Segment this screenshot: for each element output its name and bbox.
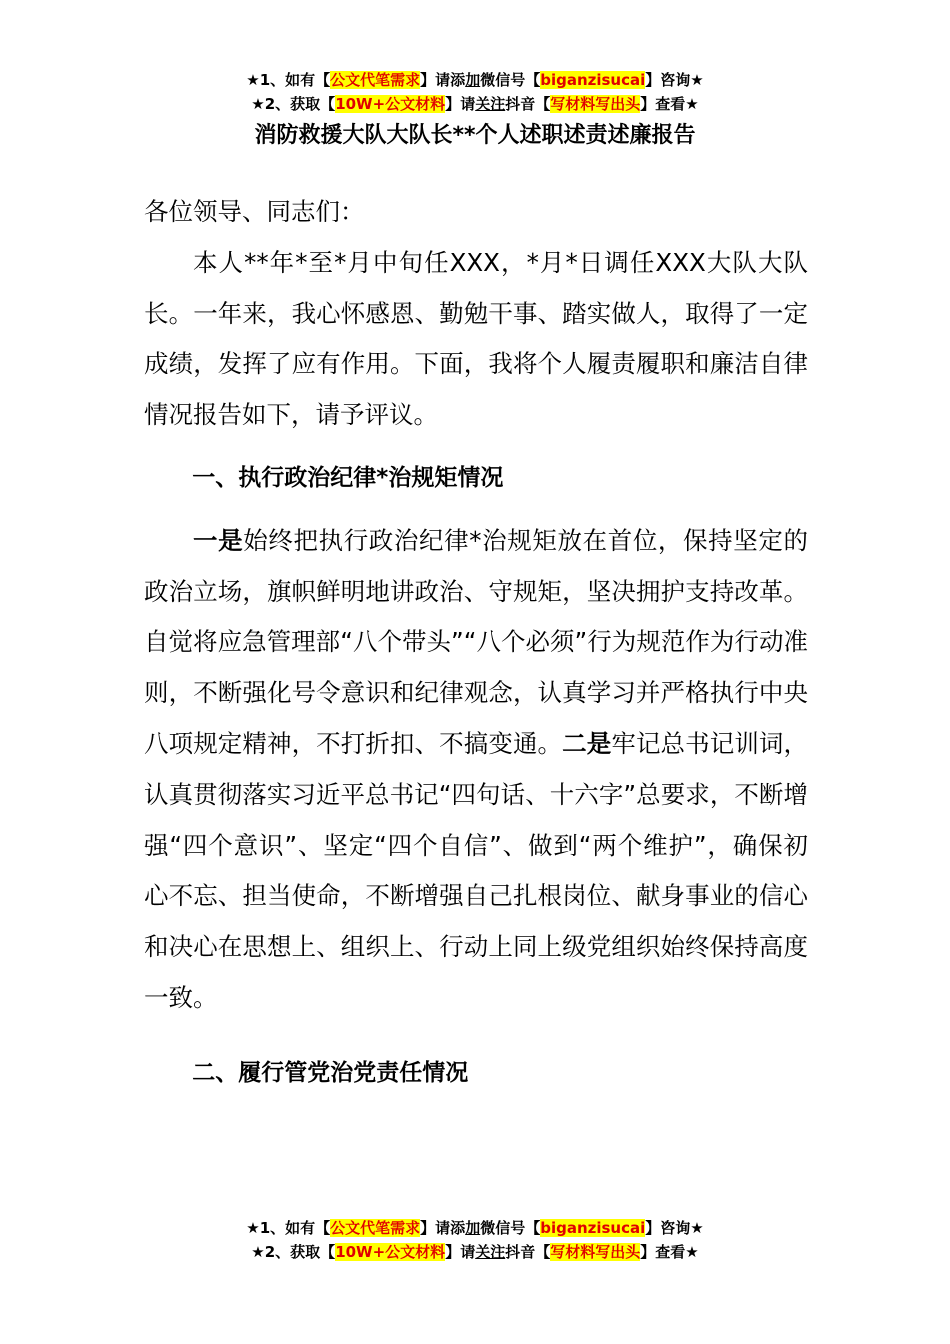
promo-highlight: 公文代笔需求 bbox=[330, 71, 421, 89]
point-text-2: 牢记总书记训词，认真贯彻落实习近平总书记“四句话、十六字”总要求，不断增强“四个意识”、坚定“四个自信”、做到“两个维护”，确保初心不忘、担当使命，不断增强自己扎根岗位、献身事业的信心和决心在思想上、组织上、行动上同上级党组织始终保持高度一致。 bbox=[144, 728, 809, 1012]
promo-line-2: ★2、获取【10W+公文材料】请关注抖音【写材料写出头】查看★ bbox=[251, 95, 699, 113]
section-1-paragraph bbox=[144, 516, 808, 1024]
salutation: 各位领导、同志们： bbox=[144, 197, 365, 226]
document-title: 消防救援大队大队长**个人述职述责述廉报告 bbox=[254, 123, 696, 148]
point-lead-2: 二是 bbox=[562, 728, 612, 758]
promo-highlight: 公文代笔需求 bbox=[330, 1219, 421, 1237]
point-text-1: 始终把执行政治纪律*治规矩放在首位，保持坚定的政治立场，旗帜鲜明地讲政治、守规矩，坚决拥护支持改革。自觉将应急管理部“八个带头”“八个必须”行为规范作为行动准则，不断强化号令意识和纪律观念，认真学习并严格执行中央八项规定精神，不打折扣、不搞变通。 bbox=[144, 525, 809, 758]
douyin-account-highlight: 写材料写出头 bbox=[550, 95, 641, 113]
wechat-id-highlight: biganzisucai bbox=[540, 1219, 646, 1237]
top-promo-banner bbox=[0, 68, 950, 116]
wechat-id-highlight: biganzisucai bbox=[540, 71, 646, 89]
promo-line-1: ★1、如有【公文代笔需求】请添加微信号【biganzisucai】咨询★ bbox=[246, 1219, 704, 1237]
douyin-account-highlight: 写材料写出头 bbox=[550, 1243, 641, 1261]
section-heading-2: 二、履行管党治党责任情况 bbox=[192, 1059, 469, 1086]
promo-highlight: 10W+公文材料 bbox=[335, 1243, 446, 1261]
document-body bbox=[144, 187, 808, 1111]
intro-paragraph: 本人**年*至*月中旬任XXX，*月*日调任XXX大队大队长。一年来，我心怀感恩、勤勉干事、踏实做人，取得了一定成绩，发挥了应有作用。下面，我将个人履责履职和廉洁自律情况报告如下，请予评议。 bbox=[144, 247, 808, 430]
section-heading-1: 一、执行政治纪律*治规矩情况 bbox=[192, 464, 504, 491]
promo-highlight: 10W+公文材料 bbox=[335, 95, 446, 113]
bottom-promo-banner bbox=[0, 1216, 950, 1264]
point-lead-1: 一是 bbox=[193, 525, 244, 555]
promo-line-1: ★1、如有【公文代笔需求】请添加微信号【biganzisucai】咨询★ bbox=[246, 71, 704, 89]
promo-line-2: ★2、获取【10W+公文材料】请关注抖音【写材料写出头】查看★ bbox=[251, 1243, 699, 1261]
